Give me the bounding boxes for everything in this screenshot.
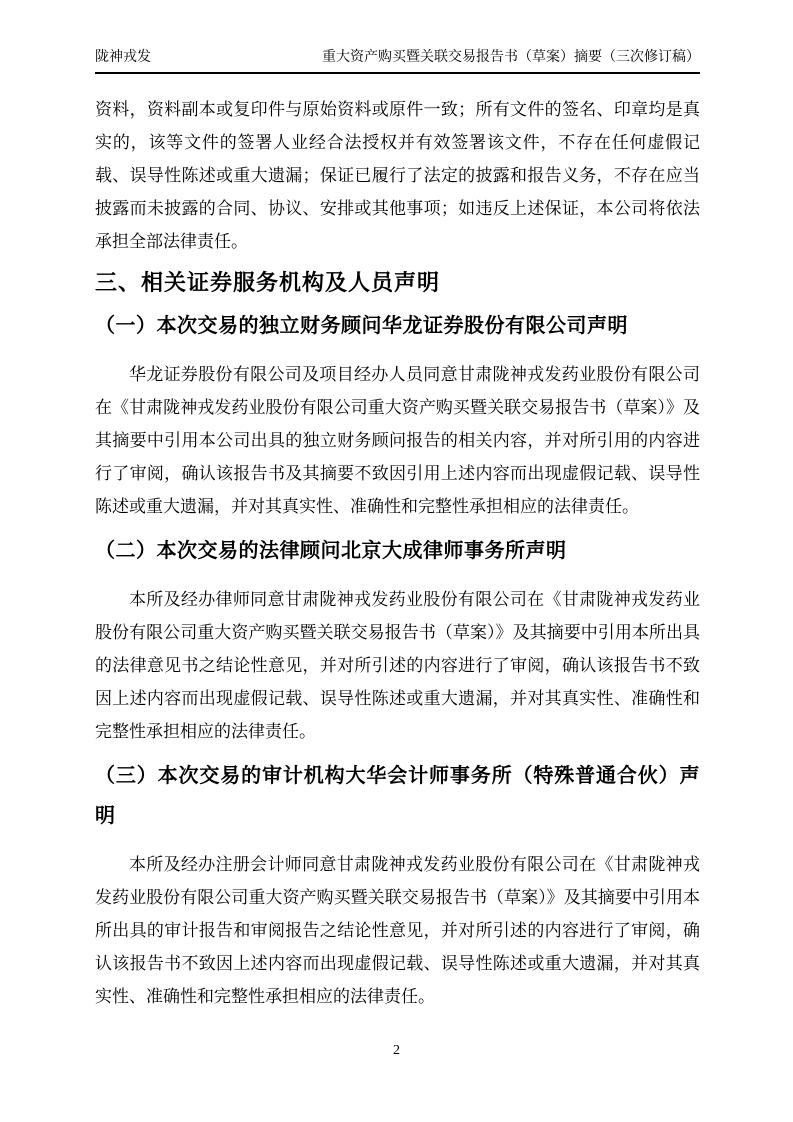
- header-company-short-name: 陇神戎发: [95, 50, 151, 65]
- subsection-heading: （一）本次交易的独立财务顾问华龙证券股份有限公司声明: [95, 315, 628, 337]
- section-heading: 三、相关证券服务机构及人员声明: [95, 270, 441, 295]
- header-report-title: 重大资产购买暨关联交易报告书（草案）摘要（三次修订稿）: [322, 50, 700, 65]
- body-paragraph: 本所及经办注册会计师同意甘肃陇神戎发药业股份有限公司在《甘肃陇神戎发药业股份有限公司重大资产购买暨关联交易报告书（草案）》及其摘要中引用本所出具的审计报告和审阅报告之结论性意见，并对所引述的内容进行了审阅，确认该报告书不致因上述内容而出现虚假记载、误导性陈述或重大遗漏，并对其真实性、准确性和完整性承担相应的法律责任。: [95, 855, 700, 1006]
- body-paragraph: 华龙证券股份有限公司及项目经办人员同意甘肃陇神戎发药业股份有限公司在《甘肃陇神戎发药业股份有限公司重大资产购买暨关联交易报告书（草案）》及其摘要中引用本公司出具的独立财务顾问报告的相关内容，并对所引用的内容进行了审阅，确认该报告书及其摘要不致因引用上述内容而出现虚假记载、误导性陈述或重大遗漏，并对其真实性、准确性和完整性承担相应的法律责任。: [95, 365, 700, 516]
- body-paragraph: 资料，资料副本或复印件与原始资料或原件一致；所有文件的签名、印章均是真实的，该等文件的签署人业经合法授权并有效签署该文件，不存在任何虚假记载、误导性陈述或重大遗漏；保证已履行了法定的披露和报告义务，不存在应当披露而未披露的合同、协议、安排或其他事项；如违反上述保证，本公司将依法承担全部法律责任。: [95, 100, 700, 251]
- page-number: 2: [393, 1043, 400, 1058]
- subsection-heading: （三）本次交易的审计机构大华会计师事务所（特殊普通合伙）声明: [95, 765, 700, 827]
- page-footer: [0, 1042, 793, 1060]
- document-body: [95, 93, 700, 1013]
- subsection-heading: （二）本次交易的法律顾问北京大成律师事务所声明: [95, 540, 567, 562]
- body-paragraph: 本所及经办律师同意甘肃陇神戎发药业股份有限公司在《甘肃陇神戎发药业股份有限公司重大资产购买暨关联交易报告书（草案）》及其摘要中引用本所出具的法律意见书之结论性意见，并对所引述的内容进行了审阅，确认该报告书不致因上述内容而出现虚假记载、误导性陈述或重大遗漏，并对其真实性、准确性和完整性承担相应的法律责任。: [95, 590, 700, 741]
- page-header: [95, 48, 700, 74]
